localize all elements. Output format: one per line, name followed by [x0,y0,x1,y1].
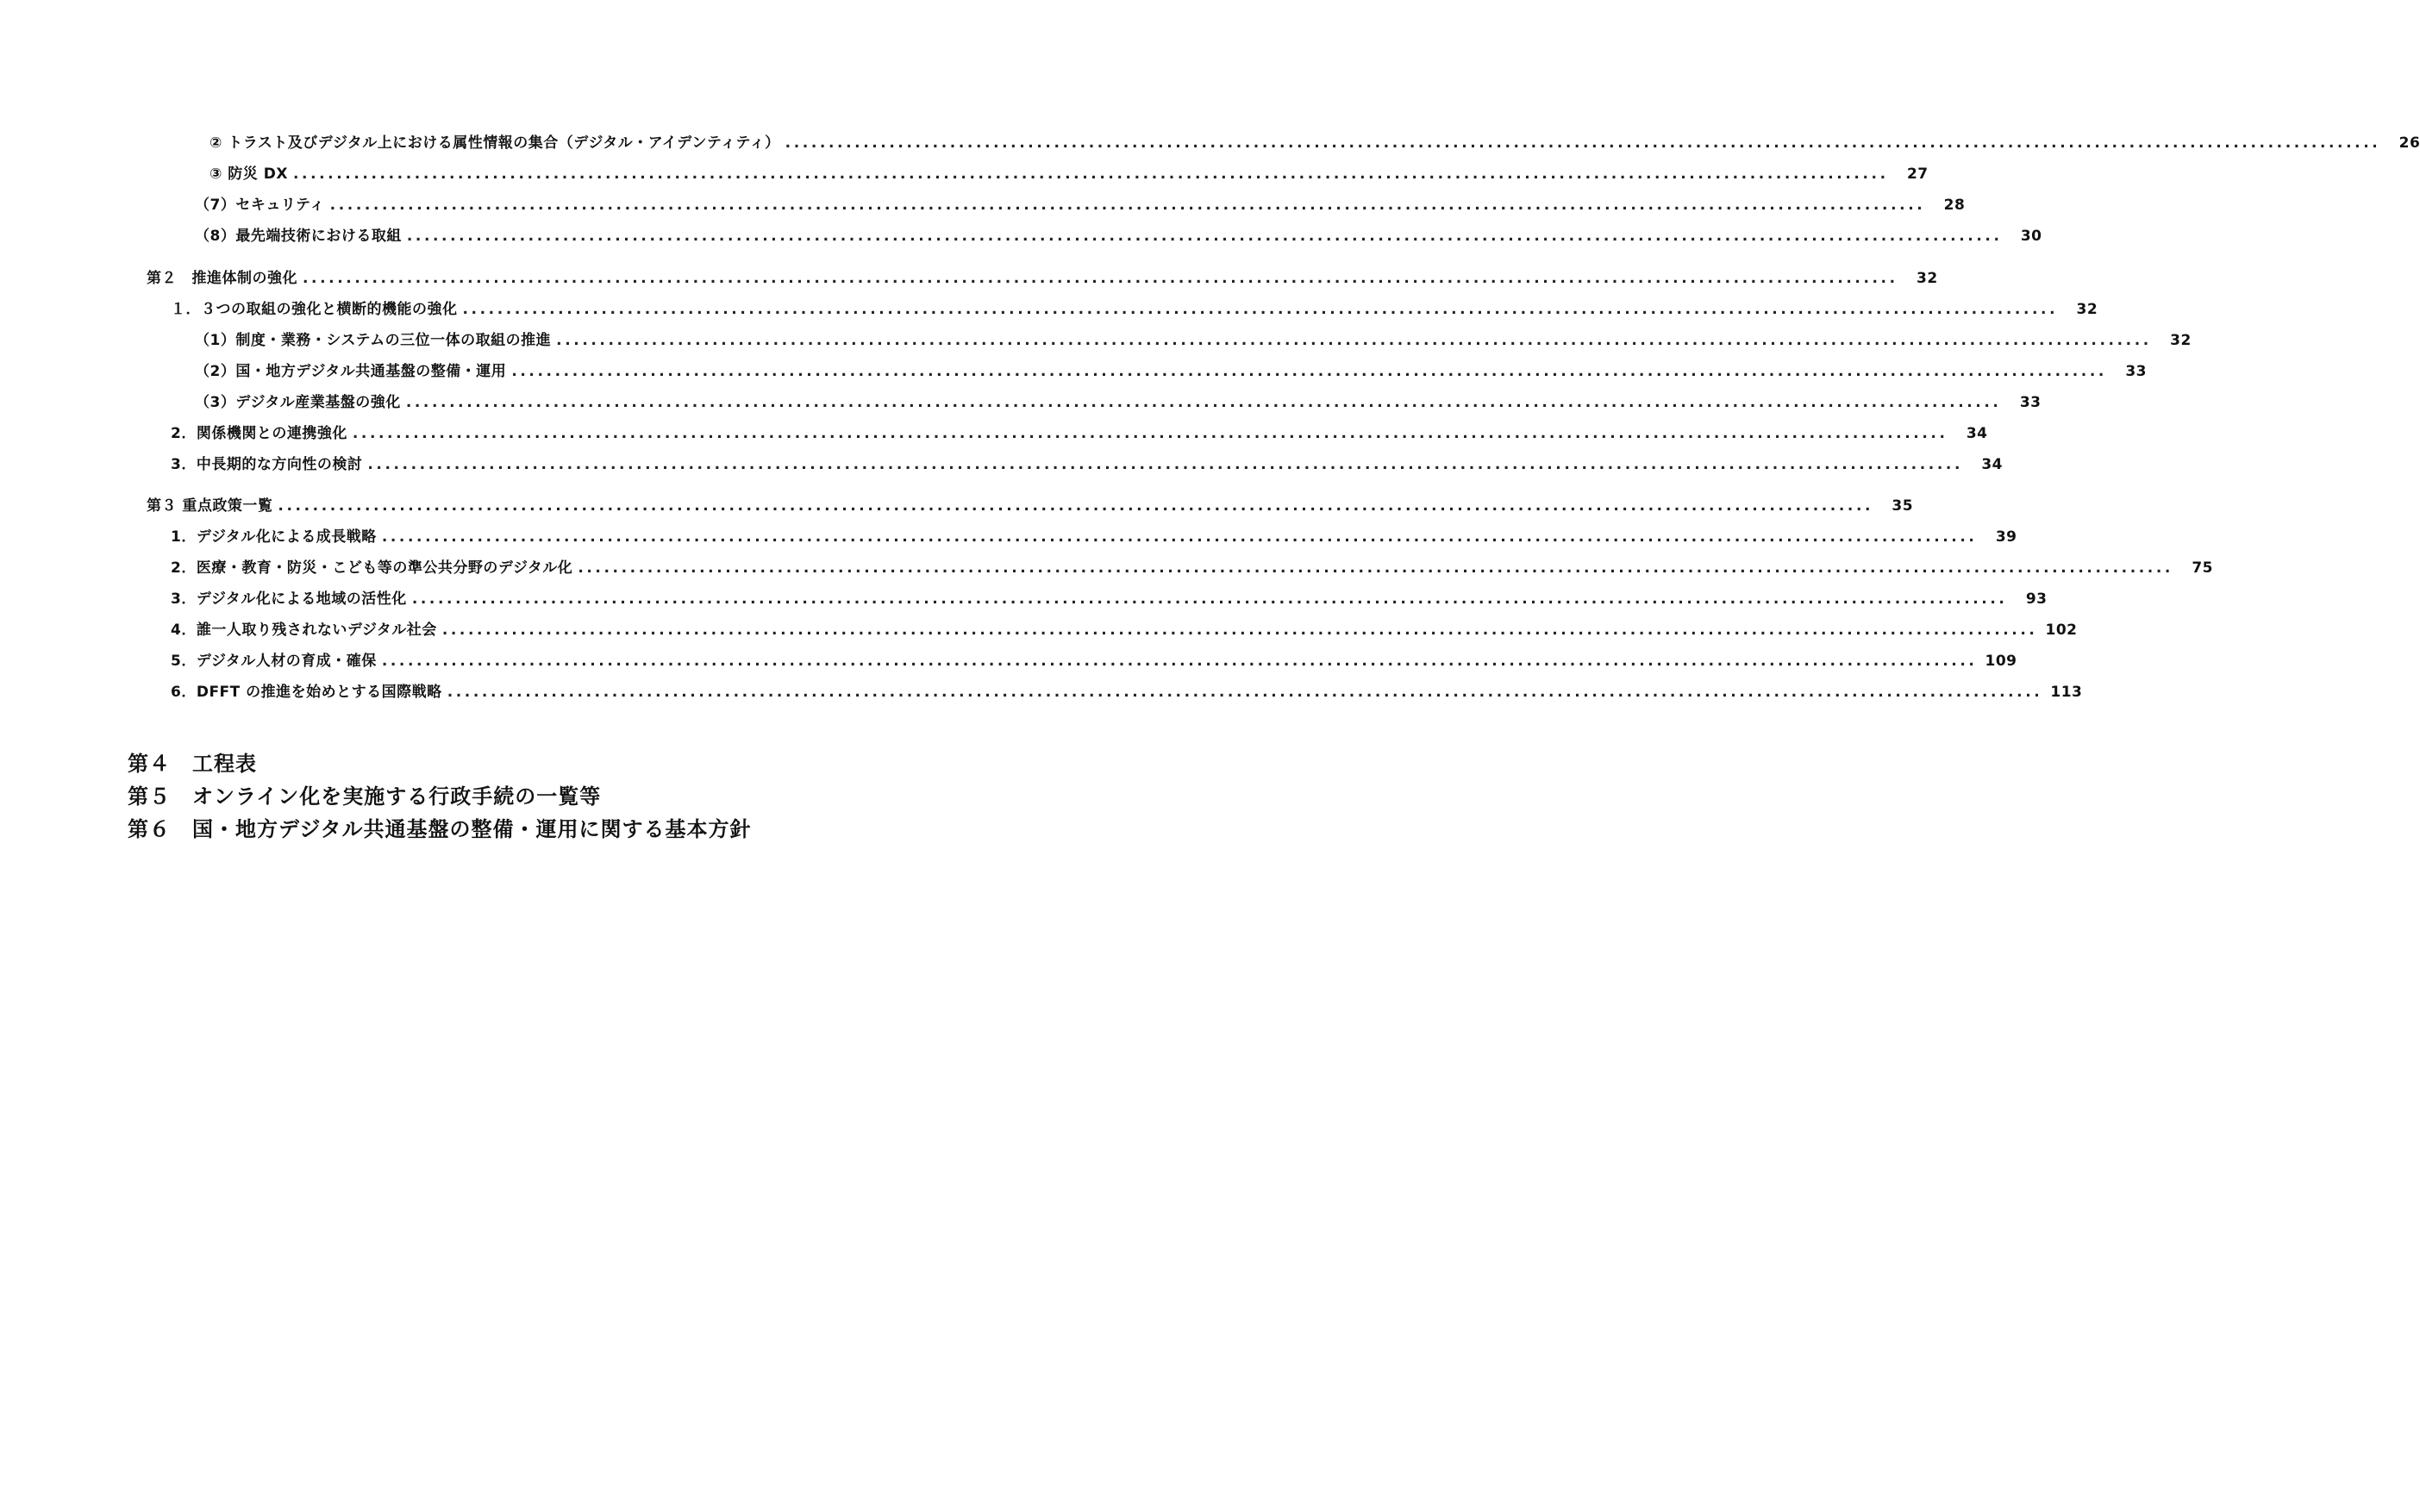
toc-entry-label: 3．デジタル化による地域の活性化 [171,590,407,608]
toc-entry[interactable] [171,586,2048,612]
toc-entry[interactable] [171,452,2003,478]
toc-entry-label: 第３ 重点政策一覧 [147,497,273,515]
toc-page-number: 28 [1943,197,1966,214]
toc-page-number: 33 [2019,394,2042,411]
toc-entry[interactable] [171,679,2083,705]
dot-leader: ........................................................................................................................................................................................ [405,394,2002,411]
toc-entry[interactable] [171,648,2017,674]
toc-page-number: 93 [2025,590,2048,608]
toc-page-number: 32 [1917,270,1938,287]
toc-page-number: 26 [2398,134,2420,152]
toc-entry[interactable] [209,130,2420,156]
toc-page-number: 33 [2125,363,2147,380]
toc-entry[interactable] [171,524,2017,550]
toc-entry-label: 5．デジタル人材の育成・確保 [171,653,377,670]
toc-entry[interactable] [195,223,2042,249]
dot-leader: ........................................................................................................................................................................................ [556,332,2152,349]
toc-entry-label: 2．医療・教育・防災・こども等の準公共分野のデジタル化 [171,559,573,577]
toc-entry[interactable] [171,617,2078,643]
toc-entry-label: 4．誰一人取り残されないデジタル社会 [171,622,437,639]
toc-page-number: 30 [2020,228,2042,245]
toc-entry[interactable] [147,266,1938,291]
dot-leader: ........................................................................................................................................................................................ [381,653,1978,670]
toc-page-number: 113 [2050,684,2083,701]
toc-entry-label: （2）国・地方デジタル共通基盤の整備・運用 [195,363,507,380]
dot-leader: ........................................................................................................................................................................................ [352,425,1948,442]
toc-page-number: 32 [2076,301,2098,318]
toc-page-number: 32 [2170,332,2192,349]
toc-entry-label: （1）制度・業務・システムの三位一体の取組の推進 [195,332,552,349]
toc-page-number: 34 [1966,425,1988,442]
toc-entry-label: （3）デジタル産業基盤の強化 [195,394,401,411]
dot-leader: ........................................................................................................................................................................................ [367,456,1963,473]
section-heading[interactable]: 第５ オンライン化を実施する行政手続の一覧等 [128,784,602,809]
toc-entry-label: 1．デジタル化による成長戦略 [171,528,377,546]
toc-entry-label: 第２ 推進体制の強化 [147,270,297,287]
dot-leader: ........................................................................................................................................................................................ [329,197,1926,214]
dot-leader: ........................................................................................................................................................................................ [406,228,2003,245]
dot-leader: ........................................................................................................................................................................................ [578,559,2173,577]
dot-leader: ........................................................................................................................................................................................ [511,363,2107,380]
toc-entry-label: ② トラスト及びデジタル上における属性情報の集合（デジタル・アイデンティティ） [209,134,780,152]
dot-leader: ........................................................................................................................................................................................ [278,497,1874,515]
toc-entry[interactable] [171,421,1988,447]
section-heading[interactable]: 第６ 国・地方デジタル共通基盤の整備・運用に関する基本方針 [128,817,752,841]
toc-entry-label: （8）最先端技術における取組 [195,228,402,245]
dot-leader: ........................................................................................................................................................................................ [381,528,1978,546]
toc-entry[interactable] [195,390,2042,415]
toc-entry[interactable] [195,328,2192,353]
toc-entry[interactable] [171,297,2098,322]
toc-page-number: 35 [1892,497,1914,515]
toc-page-number: 27 [1906,166,1929,183]
toc-page-number: 34 [1981,456,2003,473]
toc-entry-label: ③ 防災 DX [209,166,288,183]
dot-leader: ........................................................................................................................................................................................ [462,301,2059,318]
toc-entry-label: 3．中長期的な方向性の検討 [171,456,363,473]
toc-entry[interactable] [147,493,1914,519]
toc-page-number: 109 [1985,653,2017,670]
toc-page-number: 75 [2192,559,2213,577]
dot-leader: ........................................................................................................................................................................................ [303,270,1898,287]
toc-entry[interactable] [195,192,1966,218]
toc-entry-label: 2．関係機関との連携強化 [171,425,347,442]
toc-entry[interactable] [209,161,1929,187]
toc-entry[interactable] [171,555,2213,581]
toc-page-number: 102 [2045,622,2078,639]
toc-entry-label: １．３つの取組の強化と横断的機能の強化 [171,301,458,318]
dot-leader: ........................................................................................................................................................................................ [292,166,1889,183]
dot-leader: ........................................................................................................................................................................................ [441,622,2038,639]
toc-page-number: 39 [1995,528,2017,546]
dot-leader: ........................................................................................................................................................................................ [785,134,2381,152]
toc-entry-label: 6．DFFT の推進を始めとする国際戦略 [171,684,442,701]
toc-entry[interactable] [195,359,2147,384]
dot-leader: ........................................................................................................................................................................................ [411,590,2008,608]
section-heading[interactable]: 第４ 工程表 [128,752,257,776]
dot-leader: ........................................................................................................................................................................................ [447,684,2043,701]
toc-entry-label: （7）セキュリティ [195,197,325,214]
